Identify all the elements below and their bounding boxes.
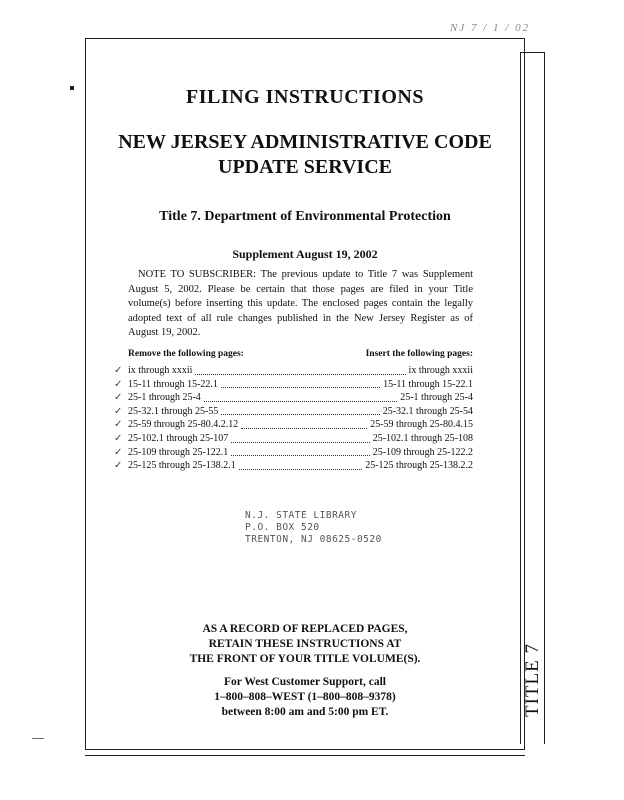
stamp-line1: N.J. STATE LIBRARY bbox=[245, 510, 357, 521]
remove-header: Remove the following pages: bbox=[128, 349, 244, 359]
code-title bbox=[95, 130, 515, 180]
support-line1: For West Customer Support, call bbox=[224, 676, 386, 688]
customer-support bbox=[95, 675, 515, 720]
scan-mark-bottom bbox=[32, 738, 44, 739]
support-line2: 1–800–808–WEST (1–800–808–9378) bbox=[214, 691, 396, 703]
record-instructions bbox=[95, 622, 515, 667]
remove-range: 25-1 through 25-4 bbox=[128, 392, 201, 404]
table-row bbox=[114, 378, 473, 392]
remove-range: 25-125 through 25-138.2.1 bbox=[128, 460, 236, 472]
check-mark-icon: ✓ bbox=[114, 392, 123, 404]
dot-leader bbox=[239, 469, 362, 470]
remove-range: 15-11 through 15-22.1 bbox=[128, 378, 218, 390]
dot-leader bbox=[195, 374, 405, 375]
dot-leader bbox=[231, 442, 369, 443]
check-mark-icon: ✓ bbox=[114, 419, 123, 431]
scan-mark bbox=[70, 86, 74, 90]
handwritten-note: NJ 7 / 1 / 02 bbox=[450, 22, 531, 34]
remove-range: 25-109 through 25-122.1 bbox=[128, 446, 229, 458]
stamp-line3: TRENTON, NJ 08625-0520 bbox=[245, 534, 382, 545]
remove-range: ix through xxxii bbox=[128, 365, 193, 376]
record-line3: THE FRONT OF YOUR TITLE VOLUME(S). bbox=[189, 653, 421, 665]
check-mark-icon: ✓ bbox=[114, 432, 123, 444]
dot-leader bbox=[241, 428, 367, 429]
table-row bbox=[114, 446, 473, 460]
table-row bbox=[114, 364, 473, 378]
check-mark-icon: ✓ bbox=[114, 378, 123, 390]
table-row bbox=[114, 405, 473, 419]
page-title: FILING INSTRUCTIONS bbox=[186, 86, 424, 108]
subscriber-note bbox=[128, 268, 473, 341]
dot-leader bbox=[221, 387, 380, 388]
side-tab-label-box bbox=[522, 640, 544, 720]
page-table bbox=[114, 364, 473, 473]
insert-range: ix through xxxii bbox=[408, 365, 473, 376]
library-stamp bbox=[245, 510, 385, 546]
table-row bbox=[114, 418, 473, 432]
check-mark-icon: ✓ bbox=[114, 460, 123, 472]
table-row bbox=[114, 459, 473, 473]
insert-range: 25-32.1 through 25-54 bbox=[382, 405, 473, 417]
code-title-line1: NEW JERSEY ADMINISTRATIVE CODE bbox=[118, 131, 492, 153]
insert-header: Insert the following pages: bbox=[365, 349, 473, 359]
remove-range: 25-32.1 through 25-55 bbox=[128, 405, 219, 417]
table-row bbox=[114, 391, 473, 405]
bottom-rule bbox=[85, 755, 525, 756]
check-mark-icon: ✓ bbox=[114, 446, 123, 458]
supplement-date: Supplement August 19, 2002 bbox=[232, 247, 378, 261]
department-heading: Title 7. Department of Environmental Protection bbox=[159, 209, 451, 224]
stamp-line2: P.O. BOX 520 bbox=[245, 522, 320, 533]
insert-range: 25-109 through 25-122.2 bbox=[372, 446, 473, 458]
dot-leader bbox=[221, 414, 379, 415]
side-tab-label: TITLE 7 bbox=[522, 642, 543, 718]
insert-range: 25-1 through 25-4 bbox=[400, 392, 473, 404]
code-title-line2: UPDATE SERVICE bbox=[218, 156, 392, 178]
dot-leader bbox=[231, 455, 369, 456]
check-mark-icon: ✓ bbox=[114, 365, 123, 376]
insert-range: 15-11 through 15-22.1 bbox=[383, 378, 473, 390]
table-row bbox=[114, 432, 473, 446]
record-line1: AS A RECORD OF REPLACED PAGES, bbox=[202, 623, 408, 635]
check-mark-icon: ✓ bbox=[114, 405, 123, 417]
side-tab-cap bbox=[520, 52, 545, 53]
support-line3: between 8:00 am and 5:00 pm ET. bbox=[221, 706, 389, 718]
insert-range: 25-59 through 25-80.4.15 bbox=[370, 419, 473, 431]
table-header bbox=[128, 349, 473, 359]
remove-range: 25-102.1 through 25-107 bbox=[128, 432, 229, 444]
insert-range: 25-102.1 through 25-108 bbox=[372, 432, 473, 444]
record-line2: RETAIN THESE INSTRUCTIONS AT bbox=[208, 638, 402, 650]
dot-leader bbox=[204, 401, 397, 402]
insert-range: 25-125 through 25-138.2.2 bbox=[365, 460, 473, 472]
remove-range: 25-59 through 25-80.4.2.12 bbox=[128, 419, 239, 431]
subscriber-note-text: NOTE TO SUBSCRIBER: The previous update to Title 7 was Supplement August 5, 2002. Please be certain that those pages are filed in your Title volume(s) before inserting this update. The enclosed pages contain the legally adopted text of all rule changes published in the New Jersey Register as of August 19, 2002. bbox=[128, 269, 473, 339]
